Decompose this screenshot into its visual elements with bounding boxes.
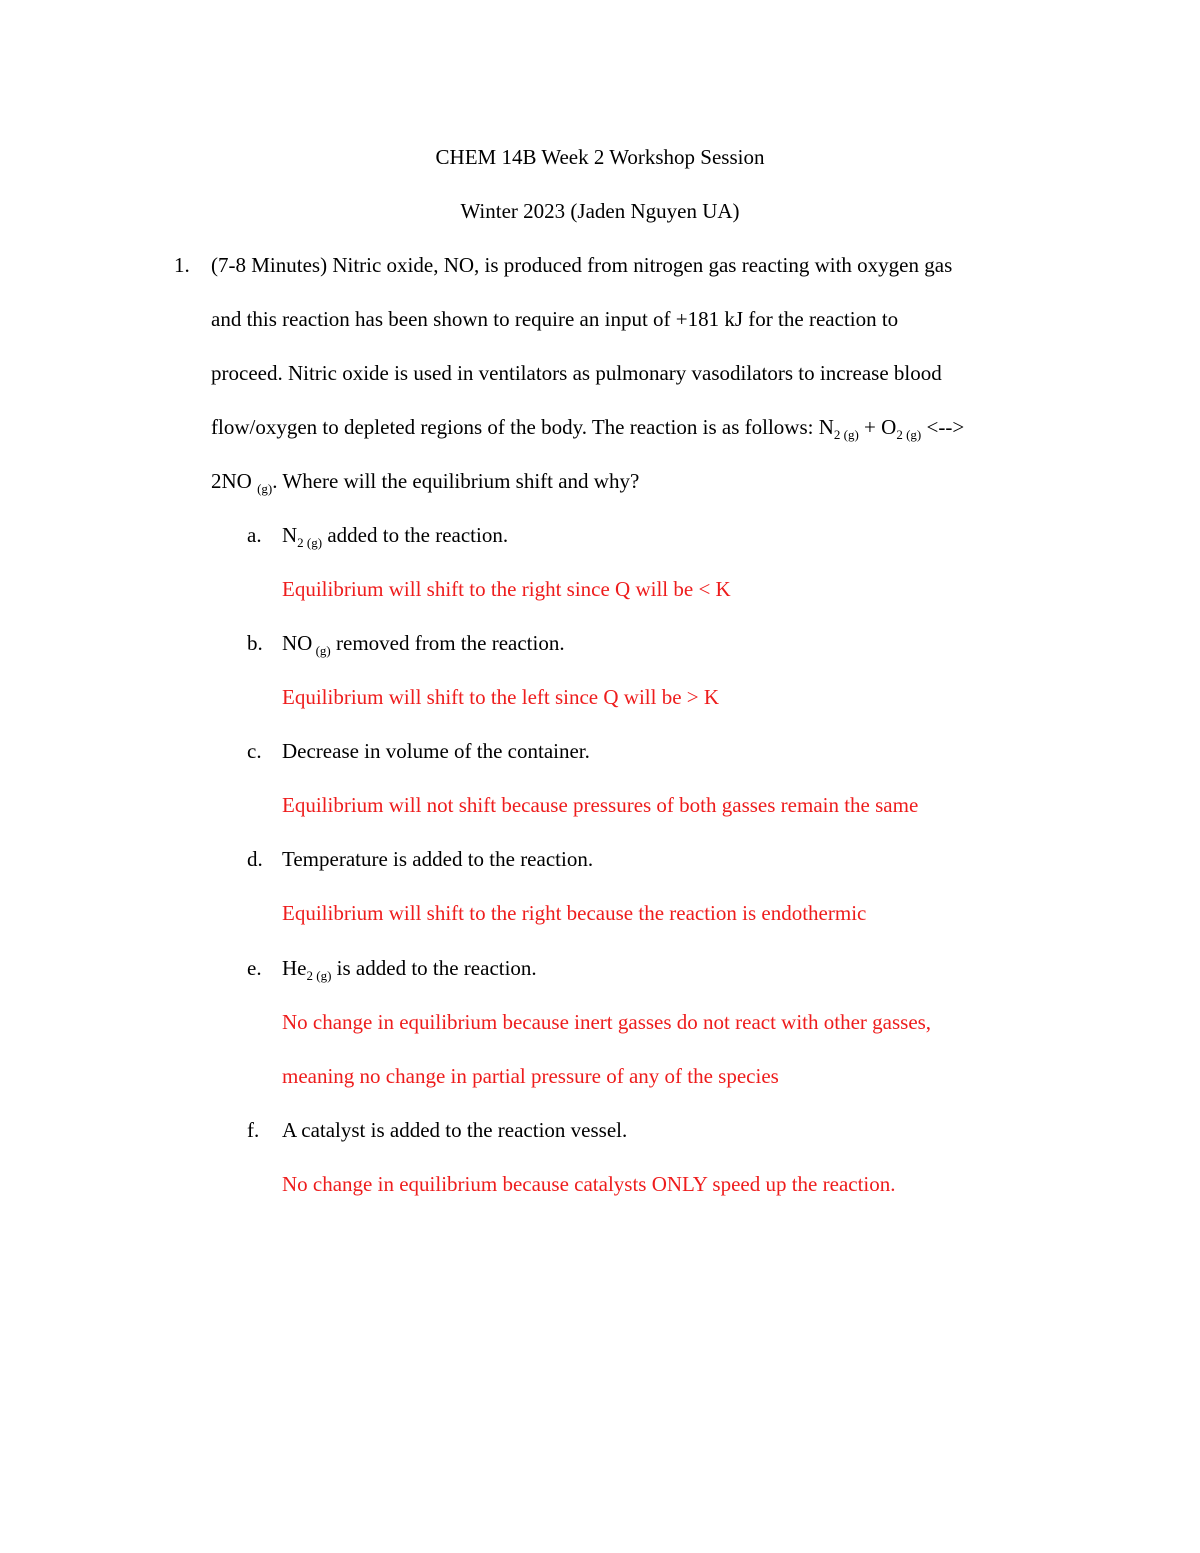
part-e-text: is added to the reaction. bbox=[331, 956, 537, 980]
part-a-prompt bbox=[282, 523, 509, 550]
subscript-n2: 2 (g) bbox=[833, 427, 859, 442]
part-b-subscript: (g) bbox=[312, 643, 331, 658]
question-line-4 bbox=[211, 415, 965, 442]
part-f-prompt: A catalyst is added to the reaction vessel. bbox=[282, 1118, 628, 1142]
question-line-2: and this reaction has been shown to require an input of +181 kJ for the reaction to bbox=[211, 307, 899, 331]
subscript-no: (g) bbox=[257, 481, 273, 496]
part-b-species: NO bbox=[282, 631, 313, 655]
part-f-marker: f. bbox=[247, 1118, 260, 1142]
part-e-answer-line-2: meaning no change in partial pressure of any of the species bbox=[282, 1064, 779, 1088]
document-subtitle: Winter 2023 (Jaden Nguyen UA) bbox=[460, 199, 740, 223]
part-e-prompt bbox=[282, 956, 537, 983]
part-d-prompt: Temperature is added to the reaction. bbox=[282, 847, 594, 871]
question-line-5-post: . Where will the equilibrium shift and why? bbox=[272, 469, 640, 493]
document-title: CHEM 14B Week 2 Workshop Session bbox=[435, 145, 765, 169]
part-a-text: added to the reaction. bbox=[322, 523, 509, 547]
part-e-answer-line-1: No change in equilibrium because inert gasses do not react with other gasses, bbox=[282, 1010, 932, 1034]
part-c-answer: Equilibrium will not shift because pressures of both gasses remain the same bbox=[282, 793, 919, 817]
part-e-subscript: 2 (g) bbox=[306, 968, 332, 983]
part-b-answer: Equilibrium will shift to the left since Q will be > K bbox=[282, 685, 720, 709]
part-e-marker: e. bbox=[247, 956, 262, 980]
question-line-4-arrow: <--> bbox=[921, 415, 965, 439]
question-line-5-text: 2NO bbox=[211, 469, 258, 493]
part-c-prompt: Decrease in volume of the container. bbox=[282, 739, 590, 763]
part-e-species: He bbox=[282, 956, 307, 980]
question-line-3: proceed. Nitric oxide is used in ventilators as pulmonary vasodilators to increase blood bbox=[211, 361, 942, 385]
part-a-answer: Equilibrium will shift to the right since Q will be < K bbox=[282, 577, 731, 601]
part-a-subscript: 2 (g) bbox=[297, 535, 323, 550]
part-b-prompt bbox=[282, 631, 565, 658]
question-line-5 bbox=[211, 469, 640, 496]
part-c-marker: c. bbox=[247, 739, 262, 763]
part-d-marker: d. bbox=[247, 847, 263, 871]
part-f-answer: No change in equilibrium because catalysts ONLY speed up the reaction. bbox=[282, 1172, 896, 1196]
question-number: 1. bbox=[174, 253, 190, 277]
subscript-o2: 2 (g) bbox=[896, 427, 922, 442]
question-line-4-mid: + O bbox=[858, 415, 897, 439]
part-b-marker: b. bbox=[247, 631, 263, 655]
question-line-4-text: flow/oxygen to depleted regions of the body. The reaction is as follows: N bbox=[211, 415, 834, 439]
part-d-answer: Equilibrium will shift to the right because the reaction is endothermic bbox=[282, 901, 867, 925]
part-b-text: removed from the reaction. bbox=[330, 631, 565, 655]
part-a-marker: a. bbox=[247, 523, 262, 547]
question-line-1: (7-8 Minutes) Nitric oxide, NO, is produced from nitrogen gas reacting with oxygen gas bbox=[211, 253, 953, 277]
part-a-species: N bbox=[282, 523, 298, 547]
